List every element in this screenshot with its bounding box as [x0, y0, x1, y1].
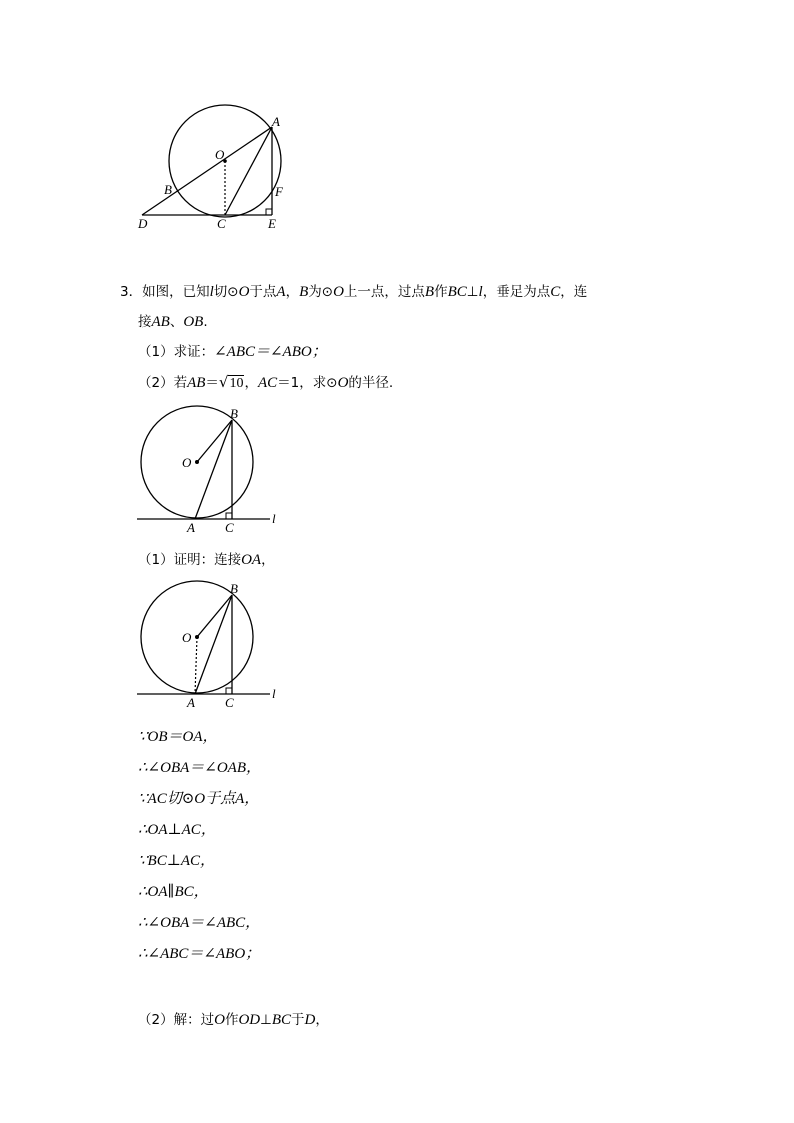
label-a: A — [187, 695, 195, 710]
proof1-header: （1）证明：连接OA， — [138, 552, 275, 568]
problem-statement-line2: 接AB、OB. — [138, 314, 208, 330]
label-o: O — [215, 147, 225, 162]
proof-step: ∴∠ABC＝∠ABO； — [138, 946, 261, 962]
proof-step: ∴∠OBA＝∠ABC， — [138, 915, 261, 931]
segment-ob — [197, 420, 232, 462]
label-c: C — [225, 520, 234, 535]
label-o: O — [182, 455, 192, 470]
part2-solution-line: （2）解：过O作OD⊥BC于D， — [138, 1012, 329, 1028]
figure-3-diagram — [132, 580, 292, 710]
proof-step: ∵AC切⊙O于点A， — [138, 791, 260, 807]
figure-1-diagram — [130, 108, 300, 236]
segment-ab — [195, 420, 232, 519]
proof-step: ∵OB＝OA， — [138, 729, 218, 745]
part2-question: （2）若AB＝√10，AC＝1，求⊙O的半径. — [138, 372, 393, 394]
label-e: E — [268, 216, 276, 231]
right-angle-mark — [226, 688, 232, 694]
center-dot — [195, 635, 199, 639]
right-angle-mark — [226, 513, 232, 519]
right-angle-mark — [266, 209, 272, 215]
label-c: C — [225, 695, 234, 710]
proof-step: ∵BC⊥AC， — [138, 853, 215, 869]
proof-step: ∴OA∥BC， — [138, 884, 209, 900]
label-l: l — [272, 686, 276, 701]
segment-oa-dashed — [195, 637, 197, 694]
label-d: D — [138, 216, 148, 231]
problem-statement-line1: 3．如图，已知l切⊙O于点A，B为⊙O上一点，过点B作BC⊥l，垂足为点C，连 — [120, 284, 588, 300]
segment-ac — [225, 127, 272, 215]
segment-da — [142, 127, 272, 215]
segment-ab — [195, 595, 232, 694]
label-o: O — [182, 630, 192, 645]
label-b: B — [230, 581, 238, 596]
proof-step: ∴∠OBA＝∠OAB， — [138, 760, 261, 776]
label-a: A — [272, 114, 280, 129]
center-dot — [195, 460, 199, 464]
segment-ob — [197, 595, 232, 637]
label-f: F — [275, 184, 283, 199]
label-a: A — [187, 520, 195, 535]
label-b: B — [230, 406, 238, 421]
label-c: C — [217, 216, 226, 231]
part1-question: （1）求证：∠ABC＝∠ABO； — [138, 344, 327, 360]
proof-step: ∴OA⊥AC， — [138, 822, 216, 838]
label-l: l — [272, 511, 276, 526]
figure-2-diagram — [132, 405, 292, 535]
sqrt-ten: √10 — [218, 373, 244, 391]
label-b: B — [164, 182, 172, 197]
